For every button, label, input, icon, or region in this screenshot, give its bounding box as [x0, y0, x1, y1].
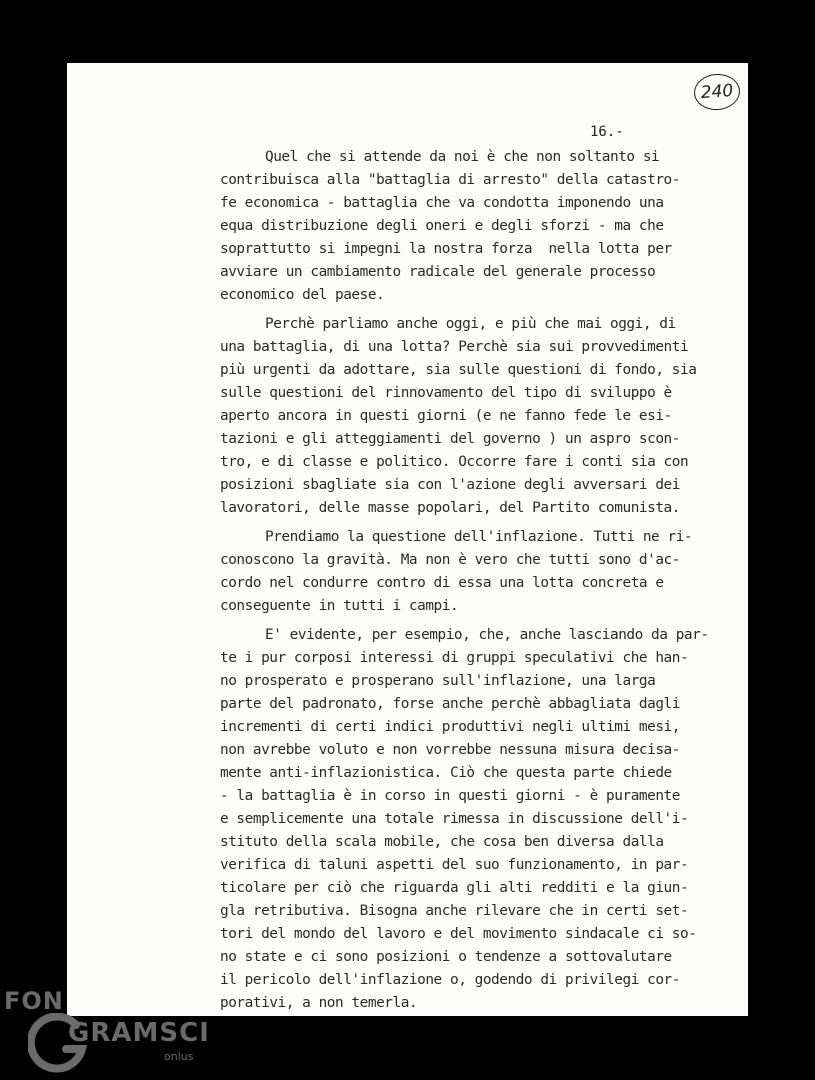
text-line: conoscono la gravità. Ma non è vero che tutti sono d'ac-	[220, 552, 680, 568]
text-line: posizioni sbagliate sia con l'azione degli avversari dei	[220, 477, 680, 493]
text-line: Quel che si attende da noi è che non soltanto si	[265, 149, 660, 165]
text-line: E' evidente, per esempio, che, anche lasciando da par-	[265, 627, 709, 643]
watermark-text-onlus: onlus	[164, 1050, 194, 1063]
text-line: verifica di taluni aspetti del suo funzionamento, in par-	[220, 857, 689, 873]
text-line: soprattutto si impegni la nostra forza nella lotta per	[220, 241, 672, 257]
text-line: gla retributiva. Bisogna anche rilevare che in certi set-	[220, 903, 689, 919]
text-line: incrementi di certi indici produttivi negli ultimi mesi,	[220, 719, 680, 735]
text-line: aperto ancora in questi giorni (e ne fanno fede le esi-	[220, 408, 672, 424]
archive-watermark	[0, 985, 210, 1080]
paragraph	[220, 313, 710, 520]
text-line: Perchè parliamo anche oggi, e più che mai oggi, di	[265, 316, 676, 332]
text-line: avviare un cambiamento radicale del generale processo	[220, 264, 656, 280]
text-line: - la battaglia è in corso in questi giorni - è puramente	[220, 788, 680, 804]
watermark-text-fon: FON	[4, 987, 64, 1015]
text-line: ticolare per ciò che riguarda gli alti redditi e la giun-	[220, 880, 689, 896]
text-line: stituto della scala mobile, che cosa ben diversa dalla	[220, 834, 664, 850]
page-number: 16.-	[590, 124, 624, 140]
text-line: economico del paese.	[220, 287, 385, 303]
text-line: sulle questioni del rinnovamento del tipo di sviluppo è	[220, 385, 672, 401]
text-line: tori del mondo del lavoro e del movimento sindacale ci so-	[220, 926, 697, 942]
text-line: parte del padronato, forse anche perchè abbagliata dagli	[220, 696, 680, 712]
text-line: Prendiamo la questione dell'inflazione. Tutti ne ri-	[265, 529, 693, 545]
text-line: una battaglia, di una lotta? Perchè sia sui provvedimenti	[220, 339, 689, 355]
text-line: te i pur corposi interessi di gruppi speculativi che han-	[220, 650, 689, 666]
text-line: tazioni e gli atteggiamenti del governo ) un aspro scon-	[220, 431, 680, 447]
text-line: fe economica - battaglia che va condotta imponendo una	[220, 195, 664, 211]
text-line: cordo nel condurre contro di essa una lotta concreta e	[220, 575, 664, 591]
text-line: conseguente in tutti i campi.	[220, 598, 459, 614]
text-line: non avrebbe voluto e non vorrebbe nessuna misura decisa-	[220, 742, 680, 758]
text-line: tro, e di classe e politico. Occorre fare i conti sia con	[220, 454, 689, 470]
text-line: mente anti-inflazionistica. Ciò che questa parte chiede	[220, 765, 672, 781]
watermark-text-gramsci: GRAMSCI	[68, 1018, 210, 1048]
archive-number-stamp: 240	[693, 72, 741, 111]
text-line: contribuisca alla "battaglia di arresto" della catastro-	[220, 172, 680, 188]
paragraph	[220, 624, 710, 1015]
text-line: porativi, a non temerla.	[220, 995, 418, 1011]
text-line: lavoratori, delle masse popolari, del Partito comunista.	[220, 500, 680, 516]
paragraph	[220, 146, 710, 307]
document-body	[220, 146, 710, 1015]
text-line: no state e ci sono posizioni o tendenze a sottovalutare	[220, 949, 672, 965]
text-line: equa distribuzione degli oneri e degli sforzi - ma che	[220, 218, 664, 234]
paragraph	[220, 526, 710, 618]
text-line: no prosperato e prosperano sull'inflazione, una larga	[220, 673, 656, 689]
text-line: più urgenti da adottare, sia sulle questioni di fondo, sia	[220, 362, 697, 378]
text-line: e semplicemente una totale rimessa in discussione dell'i-	[220, 811, 689, 827]
text-line: il pericolo dell'inflazione o, godendo di privilegi cor-	[220, 972, 680, 988]
